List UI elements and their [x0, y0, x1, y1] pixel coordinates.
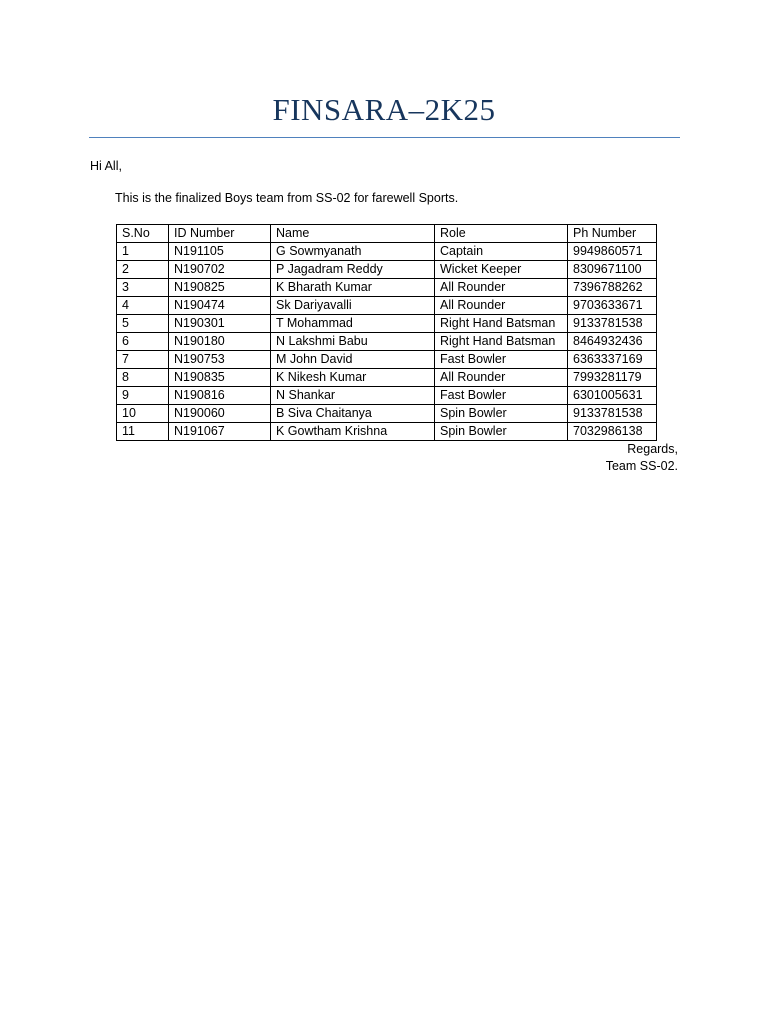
header-sno: S.No	[117, 225, 169, 243]
table-row	[117, 279, 657, 297]
table-row	[117, 315, 657, 333]
closing-team: Team SS-02.	[605, 459, 678, 473]
cell-name: P Jagadram Reddy	[271, 261, 435, 279]
table-row	[117, 423, 657, 441]
cell-id-number: N190816	[169, 387, 271, 405]
cell-sno: 8	[117, 369, 169, 387]
cell-role: Spin Bowler	[435, 423, 568, 441]
team-table-body	[117, 225, 657, 441]
cell-ph-number: 8309671100	[568, 261, 657, 279]
table-row	[117, 297, 657, 315]
cell-sno: 3	[117, 279, 169, 297]
cell-sno: 7	[117, 351, 169, 369]
header-name: Name	[271, 225, 435, 243]
table-header-row	[117, 225, 657, 243]
cell-name: N Shankar	[271, 387, 435, 405]
cell-role: All Rounder	[435, 297, 568, 315]
cell-id-number: N190825	[169, 279, 271, 297]
cell-role: Wicket Keeper	[435, 261, 568, 279]
cell-sno: 6	[117, 333, 169, 351]
cell-sno: 4	[117, 297, 169, 315]
cell-name: K Bharath Kumar	[271, 279, 435, 297]
cell-ph-number: 6363337169	[568, 351, 657, 369]
cell-id-number: N191105	[169, 243, 271, 261]
table-row	[117, 369, 657, 387]
cell-role: All Rounder	[435, 279, 568, 297]
cell-ph-number: 9949860571	[568, 243, 657, 261]
cell-ph-number: 7993281179	[568, 369, 657, 387]
cell-role: Captain	[435, 243, 568, 261]
cell-sno: 10	[117, 405, 169, 423]
team-table	[116, 224, 657, 441]
cell-sno: 2	[117, 261, 169, 279]
cell-sno: 11	[117, 423, 169, 441]
cell-name: K Gowtham Krishna	[271, 423, 435, 441]
cell-ph-number: 9703633671	[568, 297, 657, 315]
cell-role: Spin Bowler	[435, 405, 568, 423]
cell-role: Right Hand Batsman	[435, 315, 568, 333]
cell-name: M John David	[271, 351, 435, 369]
cell-role: All Rounder	[435, 369, 568, 387]
table-row	[117, 261, 657, 279]
cell-ph-number: 7032986138	[568, 423, 657, 441]
closing-regards: Regards,	[627, 442, 678, 456]
header-id-number: ID Number	[169, 225, 271, 243]
cell-name: G Sowmyanath	[271, 243, 435, 261]
cell-role: Right Hand Batsman	[435, 333, 568, 351]
cell-id-number: N190180	[169, 333, 271, 351]
header-ph-number: Ph Number	[568, 225, 657, 243]
table-row	[117, 333, 657, 351]
cell-id-number: N191067	[169, 423, 271, 441]
greeting-text: Hi All,	[90, 159, 122, 173]
cell-name: N Lakshmi Babu	[271, 333, 435, 351]
cell-name: B Siva Chaitanya	[271, 405, 435, 423]
cell-id-number: N190060	[169, 405, 271, 423]
cell-name: T Mohammad	[271, 315, 435, 333]
table-row	[117, 243, 657, 261]
cell-sno: 9	[117, 387, 169, 405]
intro-text: This is the finalized Boys team from SS-02 for farewell Sports.	[115, 191, 459, 205]
header-role: Role	[435, 225, 568, 243]
table-row	[117, 405, 657, 423]
cell-ph-number: 6301005631	[568, 387, 657, 405]
cell-role: Fast Bowler	[435, 351, 568, 369]
cell-name: K Nikesh Kumar	[271, 369, 435, 387]
table-row	[117, 351, 657, 369]
cell-sno: 1	[117, 243, 169, 261]
cell-ph-number: 8464932436	[568, 333, 657, 351]
cell-id-number: N190702	[169, 261, 271, 279]
cell-id-number: N190835	[169, 369, 271, 387]
cell-ph-number: 7396788262	[568, 279, 657, 297]
table-row	[117, 387, 657, 405]
cell-sno: 5	[117, 315, 169, 333]
title-divider	[89, 137, 680, 138]
cell-role: Fast Bowler	[435, 387, 568, 405]
cell-id-number: N190474	[169, 297, 271, 315]
cell-name: Sk Dariyavalli	[271, 297, 435, 315]
cell-id-number: N190301	[169, 315, 271, 333]
document-title: FINSARA–2K25	[272, 92, 496, 127]
cell-ph-number: 9133781538	[568, 405, 657, 423]
cell-ph-number: 9133781538	[568, 315, 657, 333]
cell-id-number: N190753	[169, 351, 271, 369]
